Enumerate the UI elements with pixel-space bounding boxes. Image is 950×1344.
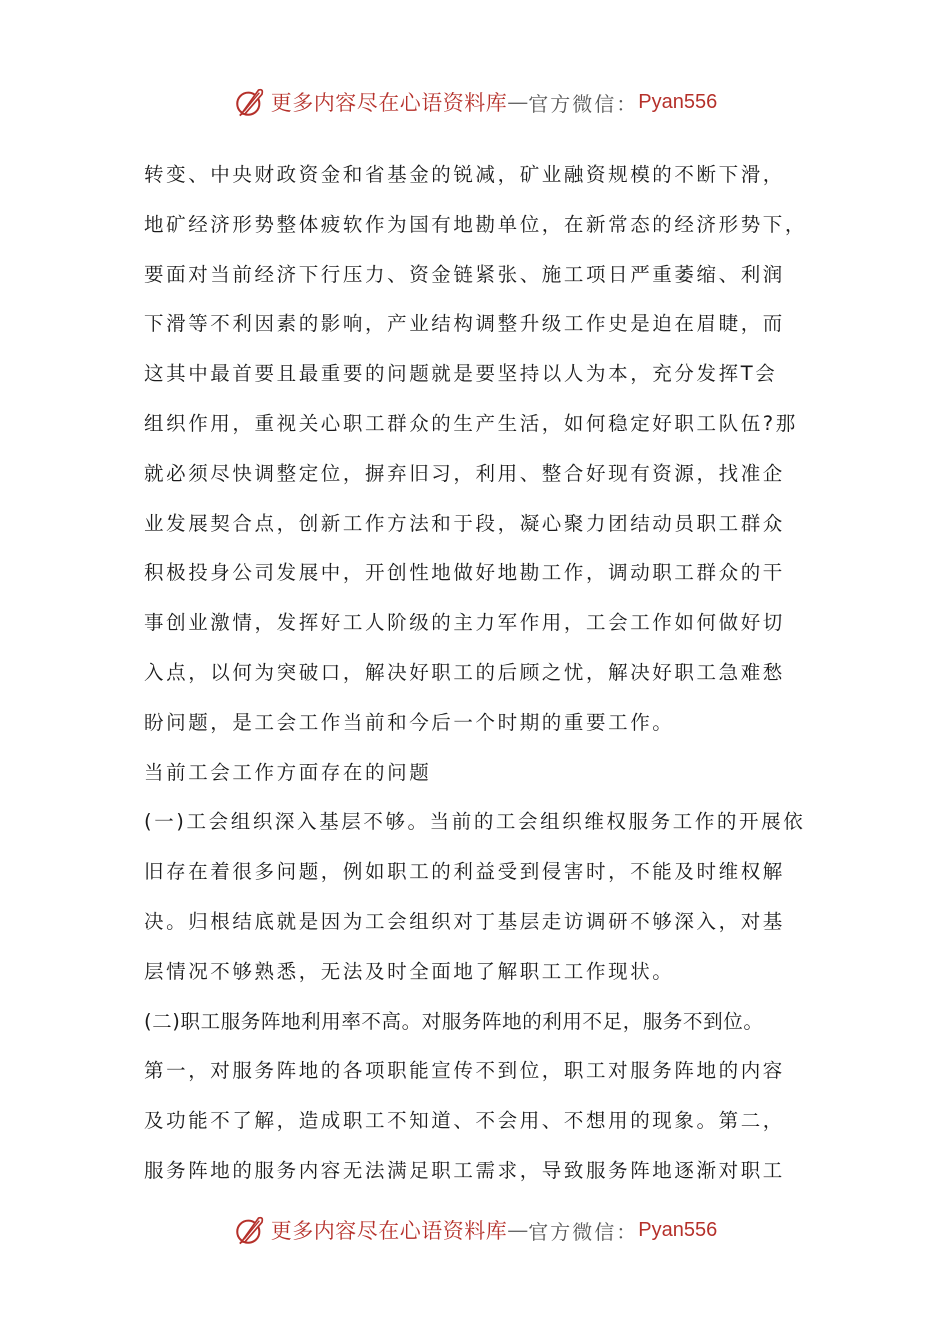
body-line: 盼问题，是工会工作当前和今后一个时期的重要工作。	[144, 710, 675, 734]
header-banner	[0, 82, 950, 122]
body-line: 积极投身公司发展中，开创性地做好地勘工作，调动职工群众的干	[144, 561, 785, 585]
body-line: 这其中最首要且最重要的问题就是要坚持以人为本，充分发挥T会	[144, 362, 778, 386]
body-line: 旧存在着很多问题，例如职工的利益受到侵害时，不能及时维权解	[144, 860, 785, 884]
body-line: 入点，以何为突破口，解决好职工的后顾之忧，解决好职工急难愁	[144, 660, 785, 684]
banner-separator: —	[507, 1218, 529, 1242]
body-line: 第一，对服务阵地的各项职能宣传不到位，职工对服务阵地的内容	[144, 1059, 785, 1083]
banner-brand-text: 更多内容尽在心语资料库	[270, 1219, 508, 1243]
body-line: 业发展契合点，创新工作方法和于段，凝心聚力团结动员职工群众	[144, 511, 785, 535]
document-body	[144, 150, 824, 1196]
body-line: 就必须尽快调整定位，摒弃旧习，利用、整合好现有资源，找准企	[144, 461, 785, 485]
body-line: 层情况不够熟悉，无法及时全面地了解职工工作现状。	[144, 959, 675, 983]
body-line: (一)工会组织深入基层不够。当前的工会组织维权服务工作的开展依	[144, 810, 806, 834]
body-line: 事创业激情，发挥好工人阶级的主力军作用，工会工作如何做好切	[144, 611, 785, 635]
banner-wechat-id: Pyan556	[638, 1218, 718, 1241]
body-line: 决。归根结底就是因为工会组织对丁基层走访调研不够深入，对基	[144, 909, 785, 933]
footer-banner	[0, 1210, 950, 1250]
quill-pen-circle-icon	[233, 85, 267, 119]
body-line: (二)职工服务阵地利用率不高。对服务阵地的利用不足，服务不到位。	[144, 1009, 764, 1033]
body-line: 要面对当前经济下行压力、资金链紧张、施工项日严重萎缩、利润	[144, 262, 785, 286]
section-heading: 当前工会工作方面存在的问题	[144, 760, 432, 784]
body-line: 地矿经济形势整体疲软作为国有地勘单位，在新常态的经济形势下，	[144, 212, 808, 236]
banner-wechat-id: Pyan556	[638, 90, 718, 113]
body-line: 转变、中央财政资金和省基金的锐减，矿业融资规模的不断下滑，	[144, 163, 785, 186]
banner-wechat-label: 官方微信：	[528, 1219, 639, 1244]
body-line: 下滑等不利因素的影响，产业结构调整升级工作史是迫在眉睫，而	[144, 312, 785, 336]
body-line: 组织作用，重视关心职工群众的生产生活，如何稳定好职工队伍?那	[144, 411, 798, 435]
quill-pen-circle-icon	[233, 1213, 267, 1247]
banner-brand-text: 更多内容尽在心语资料库	[270, 91, 508, 115]
banner-separator: —	[507, 90, 529, 114]
body-line: 服务阵地的服务内容无法满足职工需求，导致服务阵地逐渐对职工	[144, 1158, 785, 1182]
body-line: 及功能不了解，造成职工不知道、不会用、不想用的现象。第二，	[144, 1109, 785, 1133]
banner-wechat-label: 官方微信：	[528, 91, 639, 116]
